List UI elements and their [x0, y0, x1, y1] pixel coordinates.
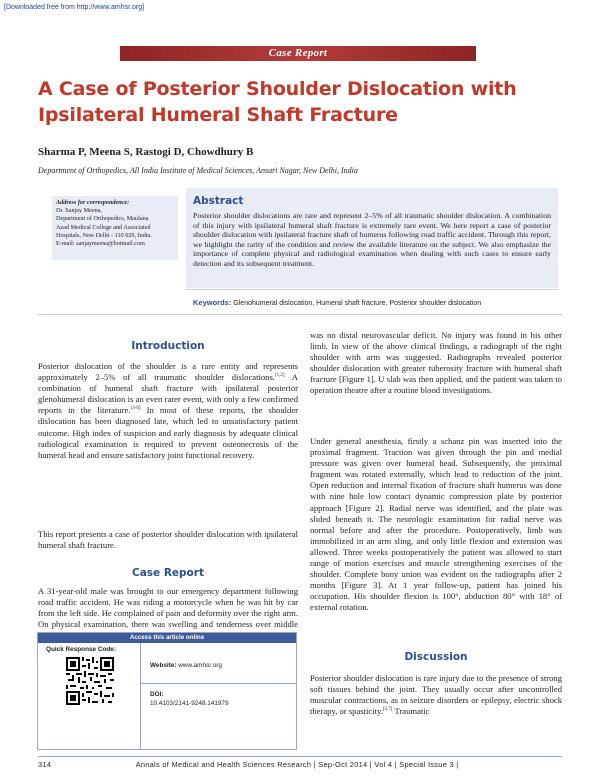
discussion-paragraph [310, 673, 562, 717]
page-footer [38, 760, 562, 769]
website-link[interactable]: www.amhsr.org [178, 662, 222, 669]
qr-code-icon[interactable] [66, 657, 114, 705]
discussion-heading: Discussion [404, 651, 468, 663]
separator: | [394, 760, 397, 769]
affiliation: Department of Orthopedics, All India Institute of Medical Sciences, Ansari Nagar, New Delhi, India [38, 166, 358, 175]
correspondence-line: Dr. Sanjay Meena, [56, 207, 103, 215]
divider [186, 289, 558, 290]
abstract-heading: Abstract [193, 195, 244, 207]
divider [140, 643, 141, 749]
keywords-label: Keywords: [193, 298, 232, 307]
citation[interactable]: [1,2] [274, 373, 285, 379]
case-report-paragraph: A 31-year-old male was brought to our emergency department following road traffic accident. He was riding a motorcycle when he was hit by car from the left side. He complained of pain and deformity over the right arm. On physical examination, there was swelling and tenderness over middle [38, 586, 298, 630]
citation[interactable]: [2,7] [382, 707, 393, 713]
download-note[interactable]: [Downloaded free from http://www.amhsr.org] [4, 4, 145, 11]
special-issue: Special Issue 3 [399, 760, 454, 769]
discussion-text: Posterior shoulder dislocation is rare injury due to the presence of strong soft tissues behind the joint. They usually occur after uncontrolled muscular contractions, as in seizure disorders or epilepsy, electric shock therapy, or spasticity. [310, 673, 562, 717]
introduction-heading: Introduction [131, 340, 205, 352]
intro-text: A combination of humeral shaft fracture with ipsilateral posterior glenohumeral dislocation is an even rarer event, with only a few confirmed reports in the literature. [38, 372, 298, 416]
access-heading: Access this article online [38, 633, 296, 643]
introduction-paragraph [38, 361, 298, 461]
issue-date: Sep-Oct 2014 [318, 760, 368, 769]
correspondence-heading: Address for correspondence: [56, 199, 130, 206]
volume: Vol 4 [374, 760, 393, 769]
divider [38, 314, 562, 315]
website-label: Website: [150, 662, 177, 669]
case-report-paragraph-2: Under general anesthesia, firstly a schanz pin was inserted into the proximal fragment. Traction was given through the pin and medial pressure was given over humeral head. Subsequently, the proximal fragment was rotated externally, which lead to reduction of the joint. Open reduction and internal fixation of fracture shaft humerus was done with nine hole low contact dynamic compression plate by posterior approach [Figure 2]. Radial nerve was identified, and the plate was slided beneath it. The neurologic examination for radial nerve was normal before and after the procedure. Postoperatively, limb was immobilized in an arm sling, and only little flexion and extension was allowed. Three weeks postoperatively the patient was allowed to start range of motion exercises and muscle strengthening exercises of the shoulder. Complete bony union was evident on the radiographs after 2 months [Figure 3]. At 1 year follow-up, patient has joined his occupation. His shoulder flexion is 100°, abduction 80° with 18° of external rotation. [310, 436, 562, 613]
separator: | [313, 760, 316, 769]
intro-text: Posterior dislocation of the shoulder is a rare entity and represents approximately 2–5% of all traumatic shoulder dislocations. [38, 361, 298, 383]
keywords-text: Glenohumeral dislocation, Humeral shaft fracture, Posterior shoulder dislocation [233, 300, 482, 307]
qr-label: Quick Response Code: [46, 646, 116, 653]
correspondence-line: Azad Medical College and Associated [56, 223, 151, 231]
doi-block [150, 691, 229, 708]
article-title: A Case of Posterior Shoulder Dislocation with Ipsilateral Humeral Shaft Fracture [38, 78, 517, 126]
doi-label: DOI: [150, 691, 164, 698]
discussion-text: Traumatic [392, 706, 430, 717]
divider [140, 683, 296, 684]
journal-name: Annals of Medical and Health Sciences Research [135, 760, 312, 769]
page-number: 314 [38, 760, 52, 769]
footer-divider [38, 756, 562, 757]
section-label: Case Report [120, 46, 476, 61]
correspondence-email[interactable]: E-mail: sanjaymeena@hotmail.com [56, 240, 145, 248]
correspondence-line: Hospitals, New Delhi - 110 029, India. [56, 231, 152, 239]
separator: | [456, 760, 459, 769]
abstract-text: Posterior shoulder dislocations are rare and represent 2–5% of all traumatic shoulder dislocation. A combination of this injury with ipsilateral humeral shaft fracture is extremely rare event. We here report a case of posterior shoulder dislocation with ipsilateral fracture shaft of humerus following road traffic accident. Through this report, we highlight the rarity of the condition and review the available literature on the subject. We also emphasize the importance of complete physical and radiological examination when dealing with such cases to ensure early detection and its subsequent treatment. [193, 211, 551, 268]
introduction-paragraph-2: This report presents a case of posterior shoulder dislocation with ipsilateral humeral shaft fracture. [38, 529, 298, 551]
case-report-heading: Case Report [132, 567, 204, 579]
doi-value[interactable]: 10.4103/2141-9248.141979 [150, 699, 229, 707]
author-list: Sharma P, Meena S, Rastogi D, Chowdhury B [38, 146, 254, 158]
citation[interactable]: [3-6] [130, 406, 141, 412]
keywords [193, 298, 553, 307]
separator: | [369, 760, 373, 769]
website-line [150, 662, 222, 669]
case-report-continued: was no distal neurovascular deficit. No injury was found in his other limb. In view of the above clinical findings, a radiograph of the right shoulder with arm was suggested. Radiographs revealed posterior shoulder dislocation with greater tuberosity fracture with humeral shaft fracture [Figure 1]. U slab was then applied, and the patient was taken to operation theatre after a routine blood investigations. [310, 330, 562, 396]
intro-text: In most of these reports, the shoulder dislocation has been diagnosed late, which led to unsatisfactory patient outcome. High index of suspicion and early diagnosis by adequate clinical radiological examination is required to prevent osteonecrosis of the humeral head and ensure satisfactory joint functional recovery. [38, 405, 298, 460]
correspondence-line: Department of Orthopedics, Maulana [56, 215, 149, 223]
correspondence-box [52, 196, 178, 260]
